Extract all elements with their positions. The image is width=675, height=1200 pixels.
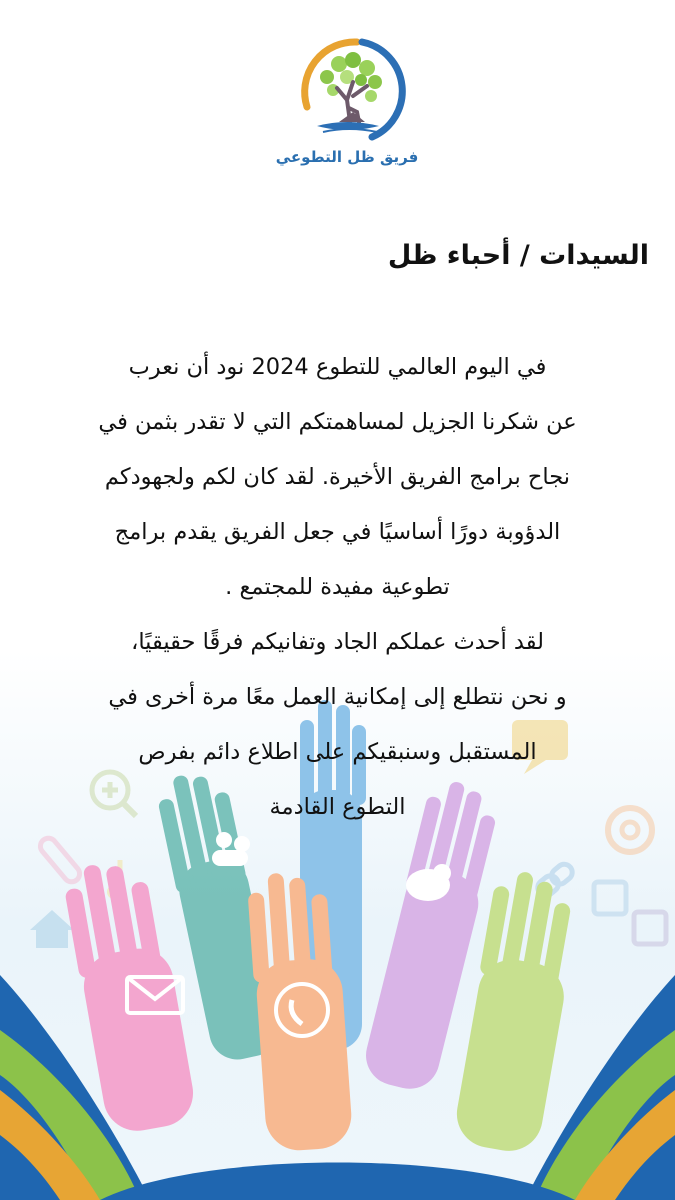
salutation-heading: السيدات / أحباء ظل — [387, 240, 649, 271]
letter-body — [0, 340, 675, 835]
tree-icon — [320, 52, 382, 122]
letter-line: نجاح برامج الفريق الأخيرة. لقد كان لكم ولجهودكم — [104, 464, 571, 490]
letter-line: في اليوم العالمي للتطوع 2024 نود أن نعرب — [128, 354, 547, 380]
letter-line: الدؤوبة دورًا أساسيًا في جعل الفريق يقدم برامج — [114, 519, 561, 545]
letter-line: لقد أحدث عملكم الجاد وتفانيكم فرقًا حقيقيًا، — [131, 629, 544, 655]
letter-line: عن شكرنا الجزيل لمساهمتكم التي لا تقدر بثمن في — [98, 409, 577, 435]
letter-line: و نحن نتطلع إلى إمكانية العمل معًا مرة أخرى في — [108, 684, 567, 710]
logo-caption: فريق ظل التطوعي — [275, 148, 419, 166]
letter-line: المستقبل وسنبقيكم على اطلاع دائم بفرص — [138, 739, 537, 765]
letter-line: التطوع القادمة — [269, 794, 406, 820]
letter-line: تطوعية مفيدة للمجتمع . — [225, 574, 450, 600]
logo-ring-blue — [362, 42, 402, 137]
